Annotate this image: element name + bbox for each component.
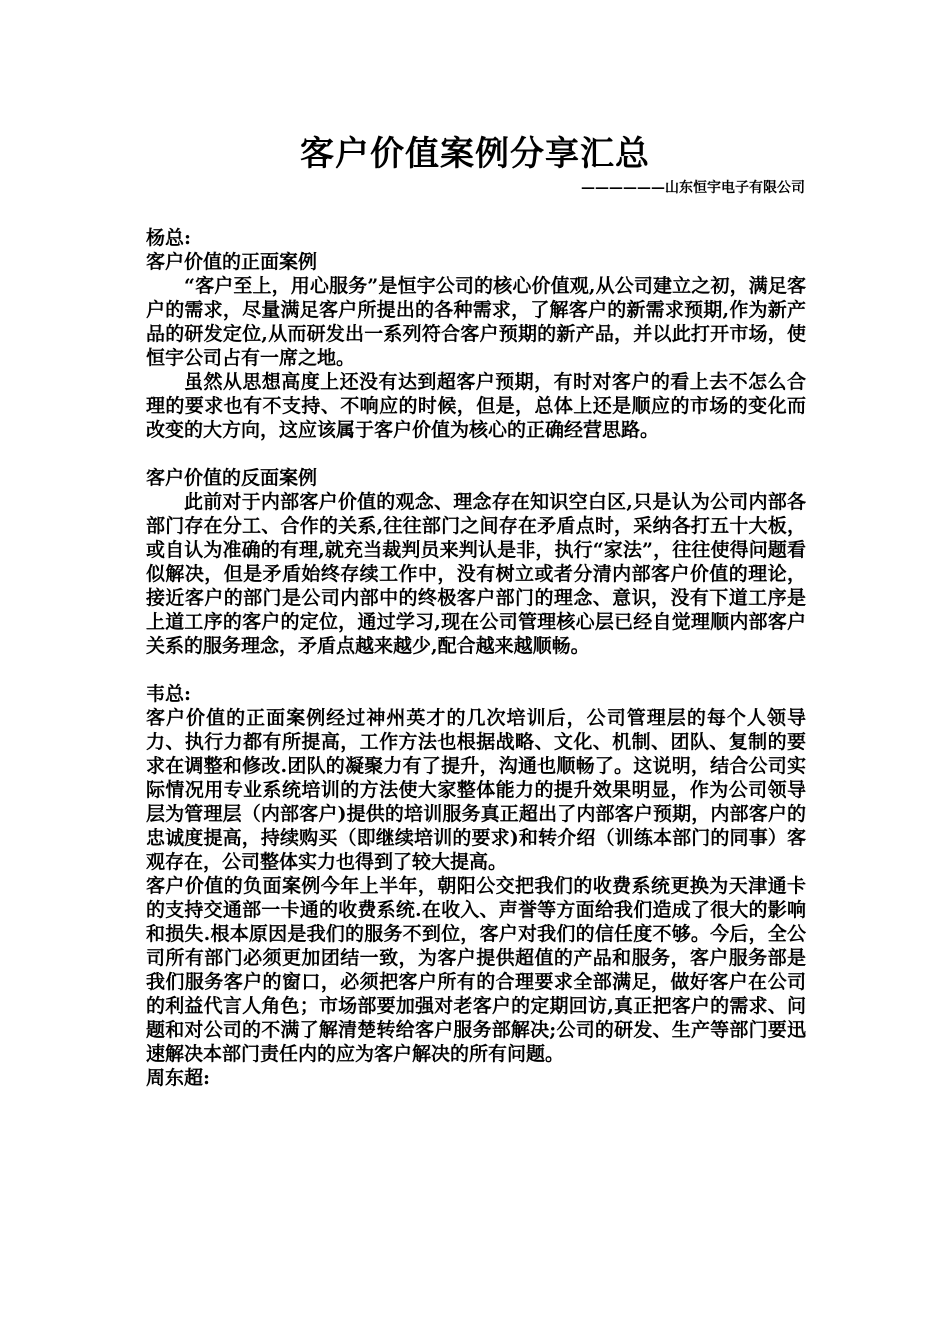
speaker-label-zhou: 周东超: bbox=[146, 1067, 211, 1089]
paragraph-negative-1: 此前对于内部客户价值的观念、理念存在知识空白区,只是认为公司内部各部门存在分工、合作的关系,往往部门之间存在矛盾点时，采纳各打五十大板，或自认为准确的有理,就充当裁判员来判认是非，执行“家法”，往往使得问题看似解决，但是矛盾始终存续工作中，没有树立或者分清内部客户价值的理论，接近客户的部门是公司内部中的终极客户部门的理念、意识，没有下道工序是上道工序的客户的定位，通过学习,现在公司管理核心层已经自觉理顺内部客户关系的服务理念，矛盾点越来越少,配合越来越顺畅。 bbox=[146, 491, 806, 657]
blank-line bbox=[146, 658, 806, 682]
speaker-label-yang: 杨总: bbox=[146, 227, 192, 249]
speaker-label-wei: 韦总: bbox=[146, 683, 192, 705]
paragraph-positive-2: 虽然从思想高度上还没有达到超客户预期，有时对客户的看上去不怎么合理的要求也有不支持、不响应的时候，但是，总体上还是顺应的市场的变化而改变的大方向，这应该属于客户价值为核心的正确经营思路。 bbox=[146, 371, 806, 441]
paragraph-wei-1: 客户价值的正面案例经过神州英才的几次培训后，公司管理层的每个人领导力、执行力都有所提高，工作方法也根据战略、文化、机制、团队、复制的要求在调整和修改.团队的凝聚力有了提升，沟通也顺畅了。这说明，结合公司实际情况用专业系统培训的方法使大家整体能力的提升效果明显，作为公司领导层为管理层（内部客户)提供的培训服务真正超出了内部客户预期，内部客户的忠诚度提高，持续购买（即继续培训的要求)和转介绍（训练本部门的同事）客观存在，公司整体实力也得到了较大提高。 bbox=[146, 707, 806, 873]
section-heading-negative: 客户价值的反面案例 bbox=[146, 467, 318, 489]
document-title: 客户价值案例分享汇总 bbox=[300, 134, 650, 174]
blank-line bbox=[146, 442, 806, 466]
section-heading-positive: 客户价值的正面案例 bbox=[146, 251, 318, 273]
paragraph-wei-2: 客户价值的负面案例今年上半年，朝阳公交把我们的收费系统更换为天津通卡的支持交通部一卡通的收费系统.在收入、声誉等方面给我们造成了很大的影响和损失.根本原因是我们的服务不到位，客户对我们的信任度不够。今后，全公司所有部门必须更加团结一致，为客户提供超值的产品和服务，客户服务部是我们服务客户的窗口，必须把客户所有的合理要求全部满足，做好客户在公司的利益代言人角色；市场部要加强对老客户的定期回访,真正把客户的需求、问题和对公司的不满了解清楚转给客户服务部解决;公司的研发、生产等部门要迅速解决本部门责任内的应为客户解决的所有问题。 bbox=[146, 875, 806, 1065]
document-body bbox=[146, 226, 806, 1090]
document-subtitle: ——————山东恒宇电子有限公司 bbox=[581, 180, 805, 196]
paragraph-positive-1: “客户至上，用心服务”是恒宇公司的核心价值观,从公司建立之初，满足客户的需求，尽量满足客户所提出的各种需求，了解客户的新需求预期,作为新产品的研发定位,从而研发出一系列符合客户预期的新产品，并以此打开市场，使恒宇公司占有一席之地。 bbox=[146, 275, 806, 369]
